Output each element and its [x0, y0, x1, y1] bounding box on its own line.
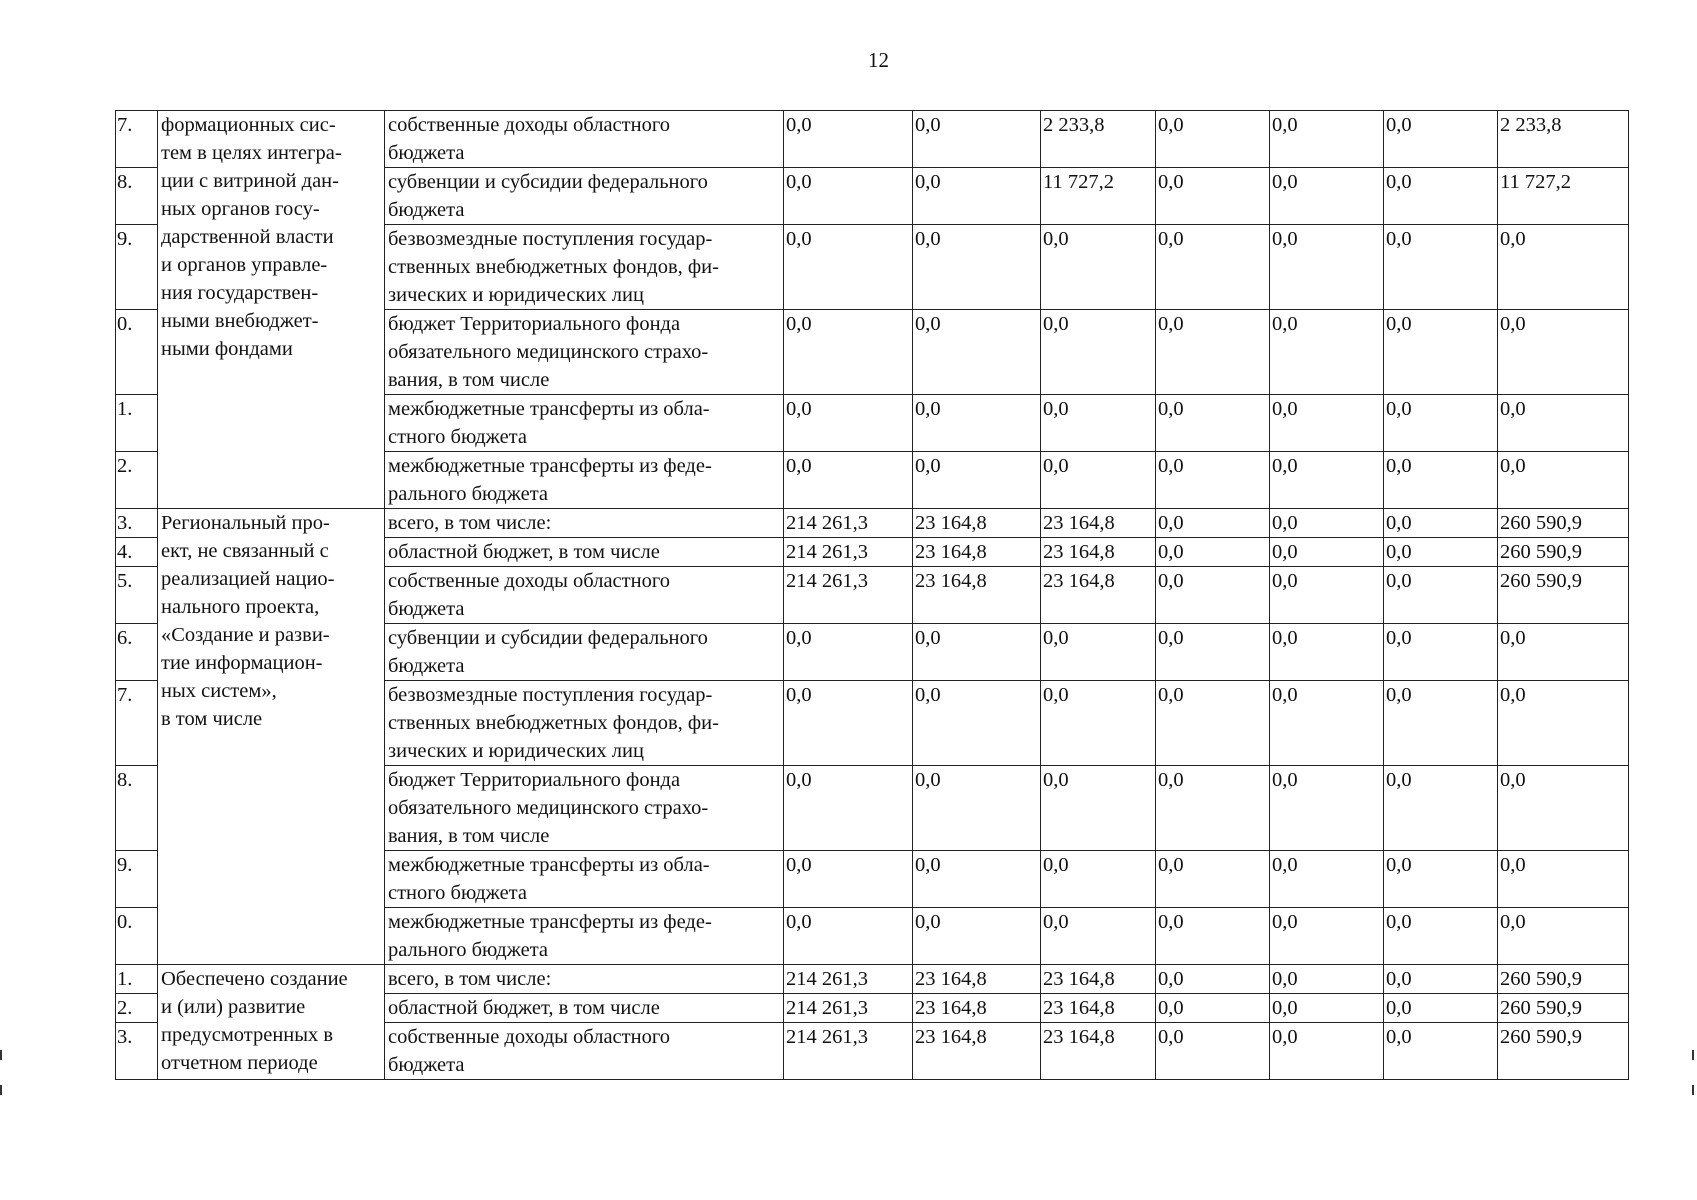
funding-source — [385, 452, 784, 509]
amount-cell: 214 261,3 — [784, 567, 913, 624]
amount-cell: 2 233,8 — [1041, 111, 1156, 168]
amount-cell: 0,0 — [913, 452, 1041, 509]
amount-cell: 214 261,3 — [784, 994, 913, 1023]
funding-source — [385, 225, 784, 310]
amount-cell: 23 164,8 — [1041, 965, 1156, 994]
row-number: 0. — [116, 310, 158, 395]
funding-source-text: всего, в том числе: — [388, 968, 552, 990]
amount-cell: 0,0 — [1384, 225, 1498, 310]
funding-source — [385, 1023, 784, 1080]
amount-cell: 0,0 — [1498, 681, 1629, 766]
amount-cell: 0,0 — [1041, 225, 1156, 310]
funding-source — [385, 908, 784, 965]
row-number: 2. — [116, 994, 158, 1023]
amount-cell: 23 164,8 — [913, 538, 1041, 567]
amount-cell: 0,0 — [1156, 567, 1270, 624]
amount-cell: 0,0 — [1498, 851, 1629, 908]
project-name-text: Обеспечено создание и (или) развитие предусмотренных в отчетном периоде — [161, 968, 348, 1074]
amount-cell: 0,0 — [1156, 766, 1270, 851]
amount-cell: 0,0 — [913, 766, 1041, 851]
funding-source-text: безвозмездные поступления государ- ственных внебюджетных фондов, фи- зических и юридических лиц — [388, 684, 719, 762]
project-name — [158, 111, 385, 509]
funding-source-text: межбюджетные трансферты из обла- стного бюджета — [388, 398, 710, 448]
amount-cell: 0,0 — [1384, 1023, 1498, 1080]
amount-cell: 0,0 — [1270, 509, 1384, 538]
amount-cell: 0,0 — [1270, 851, 1384, 908]
amount-cell: 0,0 — [1384, 168, 1498, 225]
amount-cell: 23 164,8 — [1041, 567, 1156, 624]
amount-cell: 0,0 — [1498, 225, 1629, 310]
amount-cell: 23 164,8 — [913, 965, 1041, 994]
amount-cell: 0,0 — [1498, 766, 1629, 851]
amount-cell: 214 261,3 — [784, 509, 913, 538]
amount-cell: 0,0 — [1270, 965, 1384, 994]
amount-cell: 0,0 — [1384, 994, 1498, 1023]
amount-cell: 0,0 — [1270, 395, 1384, 452]
table-body — [116, 111, 1629, 1080]
amount-cell: 0,0 — [784, 681, 913, 766]
amount-cell: 0,0 — [913, 168, 1041, 225]
amount-cell: 0,0 — [784, 908, 913, 965]
amount-cell: 214 261,3 — [784, 538, 913, 567]
amount-cell: 0,0 — [784, 452, 913, 509]
row-number: 4. — [116, 538, 158, 567]
amount-cell: 0,0 — [1156, 538, 1270, 567]
amount-cell: 0,0 — [913, 225, 1041, 310]
amount-cell: 0,0 — [1041, 681, 1156, 766]
project-name — [158, 965, 385, 1080]
amount-cell: 0,0 — [1156, 965, 1270, 994]
amount-cell: 0,0 — [1384, 395, 1498, 452]
amount-cell: 0,0 — [1384, 965, 1498, 994]
amount-cell: 0,0 — [784, 225, 913, 310]
funding-source — [385, 509, 784, 538]
table-row — [116, 111, 1629, 168]
amount-cell: 23 164,8 — [913, 567, 1041, 624]
amount-cell: 0,0 — [1270, 168, 1384, 225]
amount-cell: 0,0 — [1270, 766, 1384, 851]
funding-source-text: бюджет Территориального фонда обязательного медицинского страхо- вания, в том числе — [388, 769, 709, 847]
amount-cell: 0,0 — [913, 395, 1041, 452]
row-number: 2. — [116, 452, 158, 509]
amount-cell: 0,0 — [1384, 509, 1498, 538]
amount-cell: 260 590,9 — [1498, 509, 1629, 538]
amount-cell: 0,0 — [1384, 681, 1498, 766]
amount-cell: 0,0 — [1041, 452, 1156, 509]
row-number: 0. — [116, 908, 158, 965]
amount-cell: 23 164,8 — [913, 994, 1041, 1023]
amount-cell: 0,0 — [1270, 111, 1384, 168]
amount-cell: 260 590,9 — [1498, 994, 1629, 1023]
row-number: 7. — [116, 111, 158, 168]
amount-cell: 23 164,8 — [1041, 509, 1156, 538]
amount-cell: 0,0 — [913, 681, 1041, 766]
amount-cell: 260 590,9 — [1498, 965, 1629, 994]
funding-source — [385, 310, 784, 395]
amount-cell: 0,0 — [784, 168, 913, 225]
amount-cell: 0,0 — [1384, 538, 1498, 567]
funding-source-text: собственные доходы областного бюджета — [388, 1026, 670, 1076]
amount-cell: 23 164,8 — [913, 509, 1041, 538]
table-row — [116, 965, 1629, 994]
amount-cell: 0,0 — [1270, 994, 1384, 1023]
funding-source — [385, 681, 784, 766]
amount-cell: 0,0 — [1156, 509, 1270, 538]
amount-cell: 0,0 — [1384, 567, 1498, 624]
scan-mark — [1692, 1050, 1694, 1060]
amount-cell: 2 233,8 — [1498, 111, 1629, 168]
funding-source — [385, 766, 784, 851]
amount-cell: 0,0 — [1270, 225, 1384, 310]
amount-cell: 0,0 — [1041, 395, 1156, 452]
page-number: 12 — [868, 48, 889, 72]
amount-cell: 0,0 — [913, 111, 1041, 168]
amount-cell: 0,0 — [1270, 538, 1384, 567]
amount-cell: 214 261,3 — [784, 965, 913, 994]
funding-source-text: субвенции и субсидии федерального бюджета — [388, 627, 708, 677]
amount-cell: 0,0 — [913, 851, 1041, 908]
funding-source — [385, 994, 784, 1023]
amount-cell: 0,0 — [1384, 111, 1498, 168]
amount-cell: 0,0 — [784, 766, 913, 851]
funding-source-text: субвенции и субсидии федерального бюджета — [388, 171, 708, 221]
funding-source — [385, 538, 784, 567]
amount-cell: 0,0 — [1041, 624, 1156, 681]
scan-mark — [0, 1085, 2, 1095]
amount-cell: 0,0 — [1041, 908, 1156, 965]
budget-table — [115, 110, 1629, 1080]
amount-cell: 260 590,9 — [1498, 538, 1629, 567]
funding-source — [385, 111, 784, 168]
row-number: 3. — [116, 1023, 158, 1080]
amount-cell: 0,0 — [784, 395, 913, 452]
amount-cell: 0,0 — [1156, 310, 1270, 395]
funding-source-text: безвозмездные поступления государ- ственных внебюджетных фондов, фи- зических и юридических лиц — [388, 228, 719, 306]
amount-cell: 23 164,8 — [913, 1023, 1041, 1080]
scan-mark — [1692, 1085, 1694, 1095]
amount-cell: 0,0 — [1156, 624, 1270, 681]
row-number: 8. — [116, 766, 158, 851]
amount-cell: 0,0 — [1156, 111, 1270, 168]
amount-cell: 0,0 — [1270, 567, 1384, 624]
amount-cell: 0,0 — [1270, 1023, 1384, 1080]
row-number: 3. — [116, 509, 158, 538]
amount-cell: 0,0 — [784, 111, 913, 168]
row-number: 5. — [116, 567, 158, 624]
funding-source-text: собственные доходы областного бюджета — [388, 114, 670, 164]
amount-cell: 0,0 — [1270, 624, 1384, 681]
row-number: 1. — [116, 395, 158, 452]
amount-cell: 0,0 — [1498, 395, 1629, 452]
row-number: 6. — [116, 624, 158, 681]
amount-cell: 0,0 — [1041, 310, 1156, 395]
funding-source-text: областной бюджет, в том числе — [388, 541, 660, 563]
funding-source-text: межбюджетные трансферты из обла- стного бюджета — [388, 854, 710, 904]
amount-cell: 0,0 — [1498, 452, 1629, 509]
amount-cell: 0,0 — [1156, 908, 1270, 965]
amount-cell: 0,0 — [784, 310, 913, 395]
amount-cell: 0,0 — [1498, 908, 1629, 965]
project-name-text: Региональный про- ект, не связанный с реализацией нацио- нального проекта, «Создание и разви- тие информацион- ных систем», в том числе — [161, 512, 335, 730]
amount-cell: 214 261,3 — [784, 1023, 913, 1080]
funding-source — [385, 965, 784, 994]
funding-source-text: всего, в том числе: — [388, 512, 552, 534]
amount-cell: 0,0 — [913, 908, 1041, 965]
amount-cell: 0,0 — [1156, 1023, 1270, 1080]
amount-cell: 0,0 — [1384, 310, 1498, 395]
amount-cell: 0,0 — [1384, 766, 1498, 851]
amount-cell: 0,0 — [1384, 908, 1498, 965]
amount-cell: 23 164,8 — [1041, 538, 1156, 567]
amount-cell: 0,0 — [1156, 225, 1270, 310]
amount-cell: 0,0 — [1156, 681, 1270, 766]
amount-cell: 260 590,9 — [1498, 1023, 1629, 1080]
amount-cell: 0,0 — [913, 310, 1041, 395]
funding-source — [385, 168, 784, 225]
scan-mark — [0, 1050, 2, 1060]
amount-cell: 0,0 — [1041, 851, 1156, 908]
amount-cell: 0,0 — [784, 851, 913, 908]
funding-source-text: межбюджетные трансферты из феде- рального бюджета — [388, 911, 712, 961]
amount-cell: 23 164,8 — [1041, 994, 1156, 1023]
amount-cell: 0,0 — [1156, 452, 1270, 509]
funding-source-text: межбюджетные трансферты из феде- рального бюджета — [388, 455, 712, 505]
amount-cell: 23 164,8 — [1041, 1023, 1156, 1080]
amount-cell: 11 727,2 — [1041, 168, 1156, 225]
amount-cell: 0,0 — [1270, 908, 1384, 965]
amount-cell: 0,0 — [1384, 851, 1498, 908]
amount-cell: 0,0 — [1041, 766, 1156, 851]
funding-source-text: областной бюджет, в том числе — [388, 997, 660, 1019]
amount-cell: 0,0 — [1384, 452, 1498, 509]
amount-cell: 0,0 — [1156, 168, 1270, 225]
funding-source — [385, 851, 784, 908]
amount-cell: 0,0 — [784, 624, 913, 681]
table-row — [116, 509, 1629, 538]
project-name-text: формационных сис- тем в целях интегра- ции с витриной дан- ных органов госу- дарственной власти и органов управле- ния государствен- ными внебюджет- ными фондами — [161, 114, 342, 360]
amount-cell: 0,0 — [1270, 452, 1384, 509]
amount-cell: 0,0 — [1156, 395, 1270, 452]
amount-cell: 0,0 — [1270, 681, 1384, 766]
amount-cell: 0,0 — [1270, 310, 1384, 395]
row-number: 1. — [116, 965, 158, 994]
funding-source — [385, 624, 784, 681]
amount-cell: 11 727,2 — [1498, 168, 1629, 225]
funding-source — [385, 395, 784, 452]
funding-source — [385, 567, 784, 624]
amount-cell: 0,0 — [913, 624, 1041, 681]
funding-source-text: собственные доходы областного бюджета — [388, 570, 670, 620]
amount-cell: 0,0 — [1384, 624, 1498, 681]
row-number: 9. — [116, 851, 158, 908]
row-number: 8. — [116, 168, 158, 225]
amount-cell: 0,0 — [1498, 310, 1629, 395]
amount-cell: 0,0 — [1156, 994, 1270, 1023]
amount-cell: 260 590,9 — [1498, 567, 1629, 624]
row-number: 9. — [116, 225, 158, 310]
row-number: 7. — [116, 681, 158, 766]
funding-source-text: бюджет Территориального фонда обязательного медицинского страхо- вания, в том числе — [388, 313, 709, 391]
project-name — [158, 509, 385, 965]
amount-cell: 0,0 — [1156, 851, 1270, 908]
amount-cell: 0,0 — [1498, 624, 1629, 681]
